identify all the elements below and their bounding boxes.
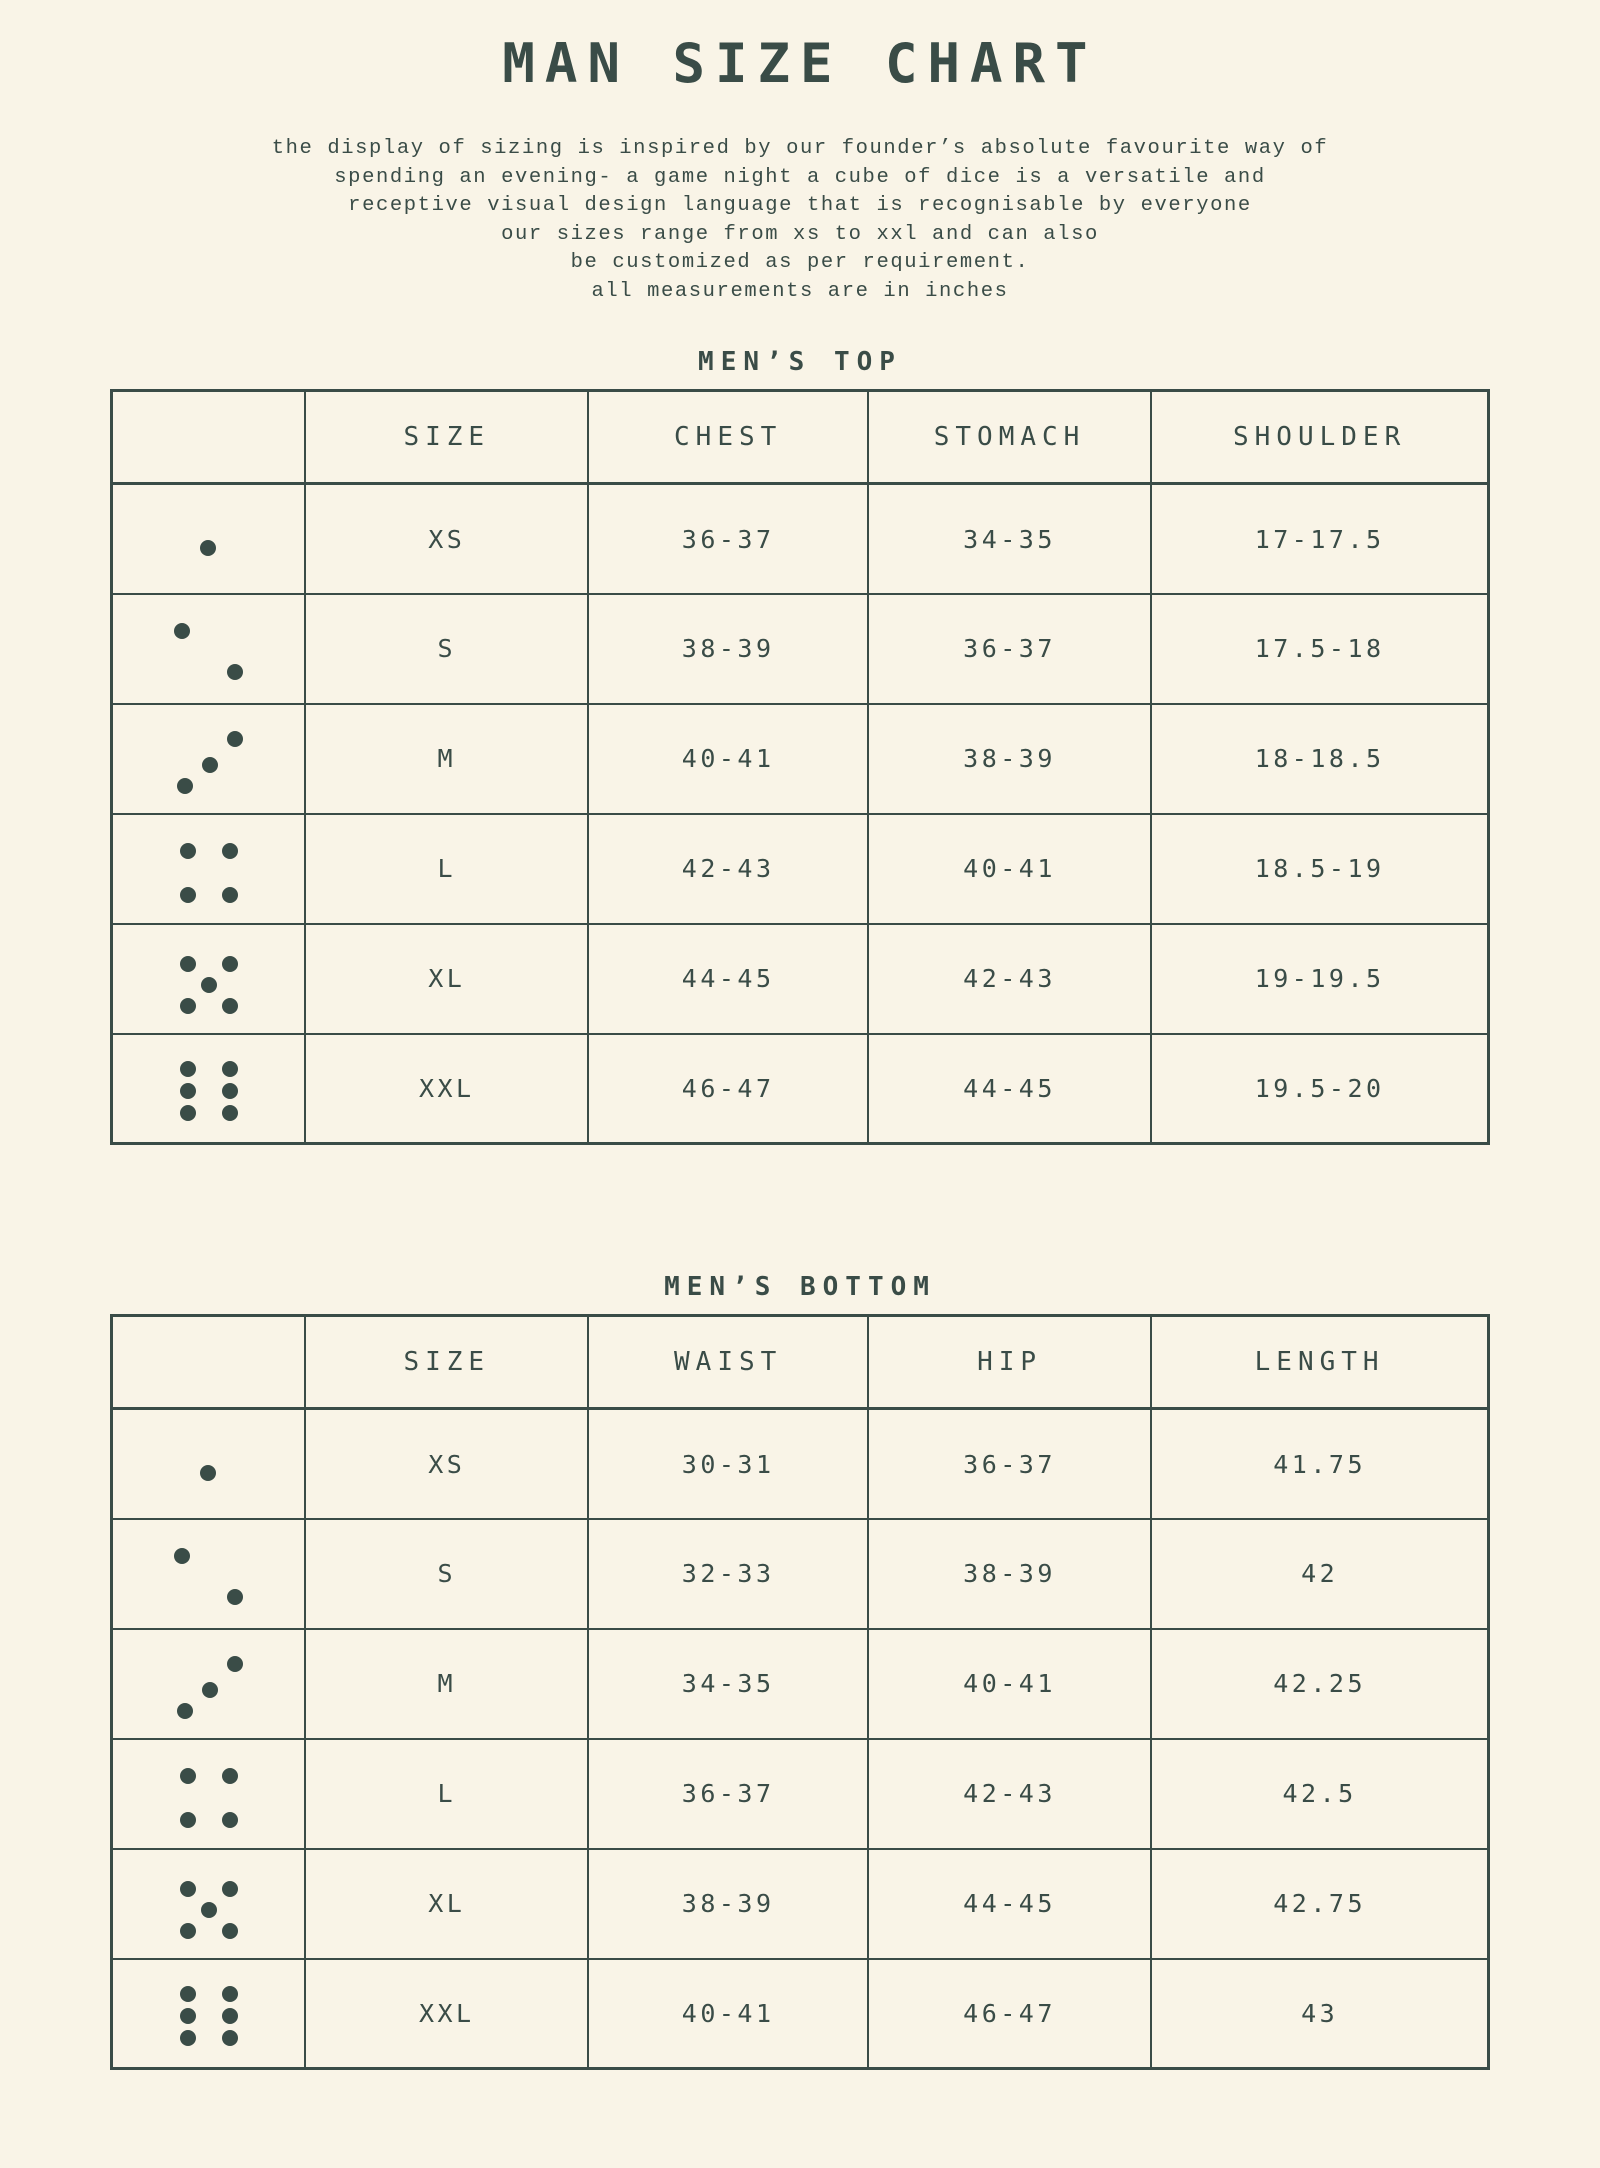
shoulder-cell: 18-18.5: [1151, 704, 1488, 814]
size-cell: L: [305, 1739, 588, 1849]
table-row: [112, 1034, 1489, 1144]
dice-4-icon: [112, 814, 306, 924]
size-cell: XS: [305, 484, 588, 594]
hip-cell: 42-43: [868, 1739, 1151, 1849]
table-row: [112, 1849, 1489, 1959]
dice-6-icon: [112, 1959, 306, 2069]
table-row: [112, 594, 1489, 704]
intro-line: our sizes range from xs to xxl and can also: [501, 222, 1099, 246]
hip-cell: 46-47: [868, 1959, 1151, 2069]
dice-4-icon: [112, 1739, 306, 1849]
shoulder-cell: 17.5-18: [1151, 594, 1488, 704]
table-row: [112, 814, 1489, 924]
shoulder-cell: 19-19.5: [1151, 924, 1488, 1034]
waist-cell: 40-41: [588, 1959, 867, 2069]
size-cell: XL: [305, 1849, 588, 1959]
waist-cell: 34-35: [588, 1629, 867, 1739]
dice-column-header: [112, 391, 306, 484]
stomach-cell: 44-45: [868, 1034, 1151, 1144]
size-cell: XS: [305, 1409, 588, 1519]
hip-cell: 38-39: [868, 1519, 1151, 1629]
table-row: [112, 1959, 1489, 2069]
stomach-cell: 42-43: [868, 924, 1151, 1034]
stomach-cell: 36-37: [868, 594, 1151, 704]
length-cell: 42.75: [1151, 1849, 1488, 1959]
waist-cell: 32-33: [588, 1519, 867, 1629]
intro-line: be customized as per requirement.: [570, 251, 1030, 275]
column-header-shoulder: SHOULDER: [1151, 391, 1488, 484]
column-header-hip: HIP: [868, 1316, 1151, 1409]
table-row: [112, 1739, 1489, 1849]
mens-bottom-section: [0, 1272, 1600, 2070]
shoulder-cell: 19.5-20: [1151, 1034, 1488, 1144]
column-header-size: SIZE: [305, 391, 588, 484]
hip-cell: 40-41: [868, 1629, 1151, 1739]
intro-line: the display of sizing is inspired by our founder’s absolute favourite way of: [271, 137, 1329, 161]
dice-5-icon: [112, 1849, 306, 1959]
length-cell: 42.5: [1151, 1739, 1488, 1849]
length-cell: 41.75: [1151, 1409, 1488, 1519]
dice-column-header: [112, 1316, 306, 1409]
size-cell: S: [305, 1519, 588, 1629]
waist-cell: 38-39: [588, 1849, 867, 1959]
hip-cell: 36-37: [868, 1409, 1151, 1519]
dice-1-icon: [112, 1409, 306, 1519]
waist-cell: 30-31: [588, 1409, 867, 1519]
shoulder-cell: 17-17.5: [1151, 484, 1488, 594]
dice-6-icon: [112, 1034, 306, 1144]
dice-5-icon: [112, 924, 306, 1034]
chest-cell: 36-37: [588, 484, 867, 594]
page-title: MAN SIZE CHART: [502, 32, 1098, 95]
stomach-cell: 40-41: [868, 814, 1151, 924]
mens-bottom-heading: MEN’S BOTTOM: [664, 1272, 936, 1303]
intro-line: spending an evening- a game night a cube of dice is a versatile and: [334, 165, 1266, 189]
mens-top-section: [0, 347, 1600, 1145]
size-cell: XXL: [305, 1959, 588, 2069]
header-row: [112, 391, 1489, 484]
intro-text: [0, 135, 1600, 306]
mens-top-heading: MEN’S TOP: [698, 347, 902, 378]
shoulder-cell: 18.5-19: [1151, 814, 1488, 924]
size-cell: S: [305, 594, 588, 704]
column-header-size: SIZE: [305, 1316, 588, 1409]
header-row: [112, 1316, 1489, 1409]
stomach-cell: 34-35: [868, 484, 1151, 594]
length-cell: 42.25: [1151, 1629, 1488, 1739]
chest-cell: 42-43: [588, 814, 867, 924]
table-row: [112, 1519, 1489, 1629]
chest-cell: 38-39: [588, 594, 867, 704]
table-row: [112, 484, 1489, 594]
table-row: [112, 924, 1489, 1034]
intro-line: all measurements are in inches: [591, 279, 1009, 303]
chest-cell: 44-45: [588, 924, 867, 1034]
stomach-cell: 38-39: [868, 704, 1151, 814]
chest-cell: 46-47: [588, 1034, 867, 1144]
table-row: [112, 704, 1489, 814]
length-cell: 43: [1151, 1959, 1488, 2069]
size-cell: XL: [305, 924, 588, 1034]
column-header-chest: CHEST: [588, 391, 867, 484]
column-header-stomach: STOMACH: [868, 391, 1151, 484]
dice-3-icon: [112, 1629, 306, 1739]
mens-top-table: [110, 389, 1490, 1145]
size-cell: M: [305, 704, 588, 814]
table-row: [112, 1629, 1489, 1739]
chest-cell: 40-41: [588, 704, 867, 814]
size-cell: XXL: [305, 1034, 588, 1144]
dice-3-icon: [112, 704, 306, 814]
table-row: [112, 1409, 1489, 1519]
column-header-length: LENGTH: [1151, 1316, 1488, 1409]
mens-bottom-table: [110, 1314, 1490, 2070]
dice-2-icon: [112, 1519, 306, 1629]
waist-cell: 36-37: [588, 1739, 867, 1849]
size-cell: M: [305, 1629, 588, 1739]
intro-line: receptive visual design language that is recognisable by everyone: [348, 194, 1252, 218]
dice-1-icon: [112, 484, 306, 594]
hip-cell: 44-45: [868, 1849, 1151, 1959]
length-cell: 42: [1151, 1519, 1488, 1629]
column-header-waist: WAIST: [588, 1316, 867, 1409]
dice-2-icon: [112, 594, 306, 704]
size-cell: L: [305, 814, 588, 924]
